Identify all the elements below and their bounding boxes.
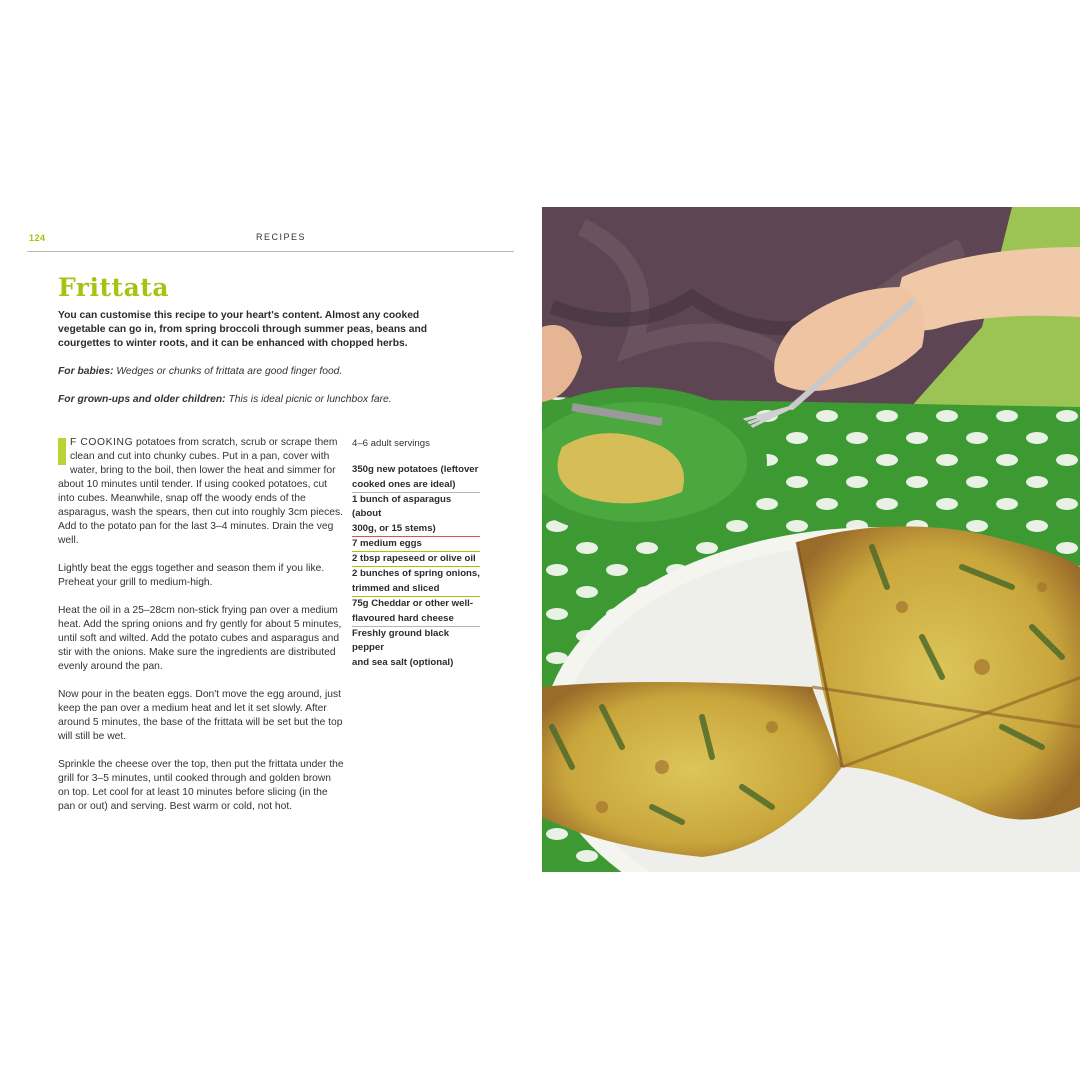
ingredient-line: 350g new potatoes (leftover <box>352 464 479 475</box>
method-step-2: Lightly beat the eggs together and season them if you like. Preheat your grill to medium-high. <box>58 563 325 588</box>
frittata-photo-illustration <box>542 207 1080 872</box>
note-text: Wedges or chunks of frittata are good finger food. <box>113 366 343 377</box>
page-number: 124 <box>29 233 46 243</box>
ingredient-line: flavoured hard cheese <box>352 612 480 627</box>
method-step-3: Heat the oil in a 25–28cm non-stick frying pan over a medium heat. Add the spring onions and fry gently for about 5 minutes, until soft and wilted. Add the potato cubes and asparagus and stir with the onions. Make sure the ingredients are distributed evenly around the pan. <box>58 605 342 672</box>
ingredient-list <box>352 463 480 671</box>
ingredient-line: 7 medium eggs <box>352 537 480 552</box>
ingredient-line: 2 bunches of spring onions, <box>352 568 480 579</box>
page-header <box>27 231 514 252</box>
note-grownups <box>58 393 428 407</box>
method-step-5: Sprinkle the cheese over the top, then put the frittata under the grill for 3–5 minutes, until cooked through and golden brown on top. Let cool for at least 10 minutes before slicing (in the pan or out) and serving. Best warm or cold, not hot. <box>58 759 344 812</box>
ingredient-line: Freshly ground black pepper <box>352 628 450 653</box>
servings: 4–6 adult servings <box>352 438 430 449</box>
dropcap-bar <box>58 438 66 465</box>
ingredient-line: 1 bunch of asparagus (about <box>352 494 452 519</box>
ingredient-line: 2 tbsp rapeseed or olive oil <box>352 552 480 567</box>
recipe-title: Frittata <box>58 273 170 302</box>
ingredient-line: trimmed and sliced <box>352 582 480 597</box>
method-text: potatoes from scratch, scrub or scrape them clean and cut into chunky cubes. Put in a pan, cover with water, bring to the boil, then lower the heat and simmer for about 10 minutes until tender. If using cooked potatoes, cut into cubes. Meanwhile, snap off the woody ends of the asparagus, wash the spears, then cut into roughly 3cm pieces. Add to the potato pan for the last 3–4 minutes. Drain the veg well. <box>58 437 344 546</box>
note-label: For grown-ups and older children: <box>58 394 226 405</box>
ingredients-column <box>352 437 480 671</box>
note-babies <box>58 365 428 379</box>
ingredient-line: 300g, or 15 stems) <box>352 522 480 537</box>
frittata-photo <box>542 207 1080 872</box>
method-step-1 <box>58 436 344 548</box>
running-head: RECIPES <box>256 232 307 242</box>
note-label: For babies: <box>58 366 114 377</box>
method-column <box>58 436 344 828</box>
ingredient-line: 75g Cheddar or other well- <box>352 598 474 609</box>
recipe-intro: You can customise this recipe to your heart's content. Almost any cooked vegetable can go in, from spring broccoli through summer peas, beans and courgettes to winter roots, and it can be enhanced with chopped herbs. <box>58 310 428 350</box>
method-step-4: Now pour in the beaten eggs. Don't move the egg around, just keep the pan over a medium heat and let it set slowly. After around 5 minutes, the base of the frittata will be set but the top will still be wet. <box>58 689 343 742</box>
note-text: This is ideal picnic or lunchbox fare. <box>225 394 392 405</box>
ingredient-line: cooked ones are ideal) <box>352 478 480 493</box>
ingredient-line: and sea salt (optional) <box>352 657 454 668</box>
method-lead: F COOKING <box>70 437 134 448</box>
